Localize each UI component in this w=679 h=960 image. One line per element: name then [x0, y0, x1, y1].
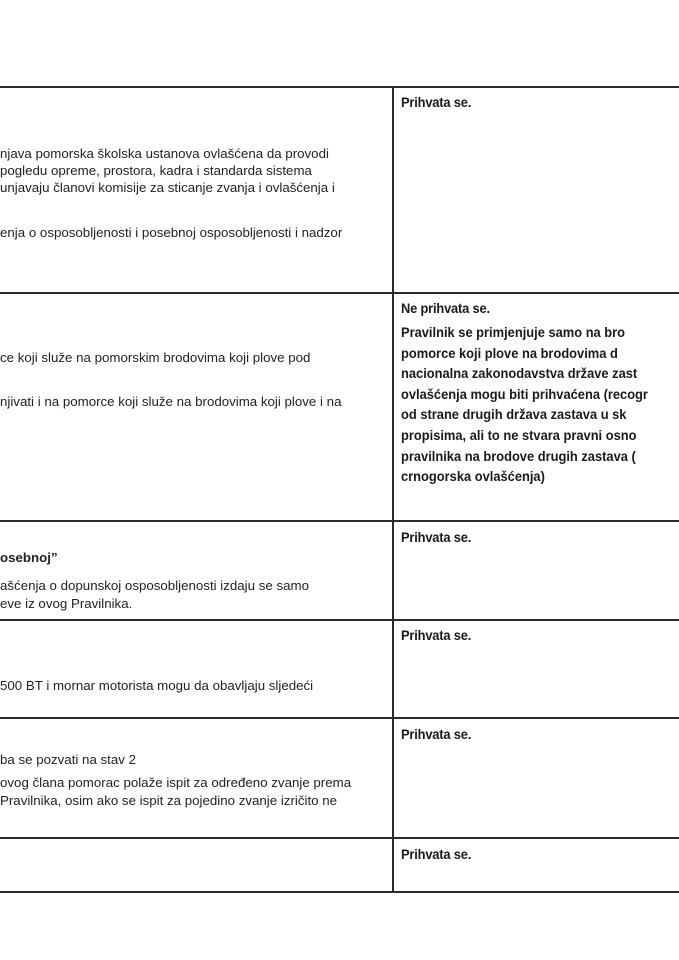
explanation-line: pravilnika na brodove drugih zastava (: [401, 448, 636, 464]
verdict-label: Prihvata se.: [401, 846, 472, 862]
row-divider-5: [0, 837, 679, 839]
comment-text-line: unjavaju članovi komisije za sticanje zvanja i ovlašćenja i: [0, 180, 335, 195]
row-divider-1: [0, 292, 679, 294]
comment-text-line: pogledu opreme, prostora, kadra i standarda sistema: [0, 163, 312, 178]
explanation-line: nacionalna zakonodavstva države zast: [401, 365, 638, 381]
row-divider-3: [0, 619, 679, 621]
verdict-label: Prihvata se.: [401, 529, 472, 545]
explanation-line: crnogorska ovlašćenja): [401, 468, 545, 484]
column-divider: [392, 86, 394, 893]
comment-text-line: njava pomorska školska ustanova ovlašćena da provodi: [0, 146, 329, 161]
explanation-line: od strane drugih država zastava u sk: [401, 406, 627, 422]
table-border-bottom: [0, 891, 679, 893]
table-border-top: [0, 86, 679, 88]
comment-text-line: eve iz ovog Pravilnika.: [0, 596, 133, 611]
response-cell: [401, 726, 679, 742]
comment-text-line: ovog člana pomorac polaže ispit za određeno zvanje prema: [0, 775, 352, 790]
response-cell: [401, 529, 679, 545]
comment-text-line: ce koji služe na pomorskim brodovima koji plove pod: [0, 350, 311, 365]
comment-text-line: ba se pozvati na stav 2: [0, 752, 137, 767]
explanation-line: pomorce koji plove na brodovima d: [401, 345, 618, 361]
verdict-label: Prihvata se.: [401, 627, 472, 643]
explanation-line: ovlašćenja mogu biti prihvaćena (recogr: [401, 386, 648, 402]
explanation-line: Pravilnik se primjenjuje samo na bro: [401, 324, 626, 340]
verdict-label: Prihvata se.: [401, 94, 472, 110]
comment-text-line: enja o osposobljenosti i posebnoj osposobljenosti i nadzor: [0, 225, 343, 240]
row-divider-2: [0, 520, 679, 522]
verdict-label: Ne prihvata se.: [401, 300, 490, 316]
comment-text-line: 500 BT i mornar motorista mogu da obavljaju sljedeći: [0, 678, 314, 693]
comment-text-line: Pravilnika, osim ako se ispit za pojedino zvanje izričito ne: [0, 793, 338, 808]
row-divider-4: [0, 717, 679, 719]
explanation-line: propisima, ali to ne stvara pravni osno: [401, 427, 637, 443]
verdict-label: Prihvata se.: [401, 726, 472, 742]
response-cell: [401, 94, 679, 110]
comment-text-line: ašćenja o dopunskoj osposobljenosti izdaju se samo: [0, 578, 309, 593]
response-cell: [401, 627, 679, 643]
response-cell: [401, 300, 679, 316]
comment-heading-line: osebnoj”: [0, 550, 58, 565]
comment-text-line: njivati i na pomorce koji služe na brodovima koji plove i na: [0, 394, 342, 409]
response-cell: [401, 846, 679, 862]
